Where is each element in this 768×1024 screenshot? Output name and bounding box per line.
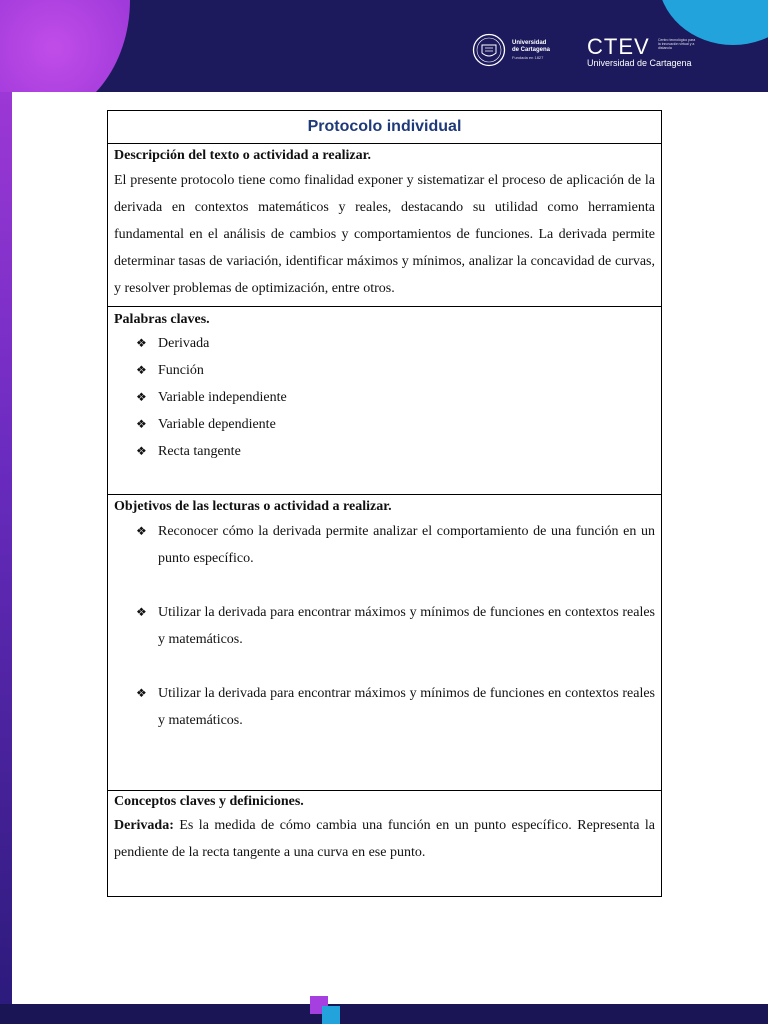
- list-item: ❖ Variable independiente: [136, 384, 655, 411]
- left-gradient-band: [0, 0, 12, 1024]
- title-row: [108, 111, 661, 144]
- ctev-subtitle: Universidad de Cartagena: [587, 58, 692, 68]
- ctev-tagline: Centro tecnológico para la innovación virtual y a distancia: [658, 38, 696, 50]
- objectives-list: [114, 518, 655, 734]
- concepts-heading: Conceptos claves y definiciones.: [114, 794, 304, 809]
- keywords-list: [114, 330, 655, 465]
- footer-bar: [0, 1004, 768, 1024]
- list-item: ❖ Recta tangente: [136, 438, 655, 465]
- list-spacer: [136, 653, 655, 680]
- list-item: ❖ Utilizar la derivada para encontrar máximos y mínimos de funciones en contextos reales y matemáticos.: [136, 680, 655, 734]
- description-heading: Descripción del texto o actividad a realizar.: [114, 148, 372, 163]
- description-body: El presente protocolo tiene como finalidad exponer y sistematizar el proceso de aplicación de la derivada en contextos matemáticos y reales, destacando su utilidad como herramienta fundamental en el análisis de cambios y comportamientos de funciones. La derivada permite determinar tasas de variación, identificar máximos y mínimos, analizar la concavidad de curvas, y resolver problemas de optimización, entre otros.: [114, 173, 655, 296]
- concept-text: Es la medida de cómo cambia una función en un punto específico. Representa la pendiente de la recta tangente a una curva en ese punto.: [114, 818, 655, 860]
- list-item: ❖ Reconocer cómo la derivada permite analizar el comportamiento de una función en un punto específico.: [136, 518, 655, 572]
- ctev-logo: [587, 34, 696, 68]
- purple-decor-shape: [0, 0, 130, 92]
- objectives-section: [108, 495, 661, 791]
- list-item: ❖ Derivada: [136, 330, 655, 357]
- keywords-heading: Palabras claves.: [114, 312, 210, 327]
- diamond-bullet-icon: ❖: [136, 336, 147, 350]
- protocol-table: [107, 110, 662, 897]
- list-item: ❖ Utilizar la derivada para encontrar máximos y mínimos de funciones en contextos reales y matemáticos.: [136, 599, 655, 653]
- list-spacer: [136, 572, 655, 599]
- list-item: ❖ Función: [136, 357, 655, 384]
- university-logo: [472, 33, 550, 67]
- diamond-bullet-icon: ❖: [136, 524, 147, 538]
- university-founded: Fundada en 1827: [512, 54, 544, 60]
- list-item: ❖ Variable dependiente: [136, 411, 655, 438]
- concept-term: Derivada:: [114, 818, 174, 833]
- ctev-name: CTEV: [587, 34, 650, 59]
- description-section: [108, 144, 661, 307]
- diamond-bullet-icon: ❖: [136, 417, 147, 431]
- diamond-bullet-icon: ❖: [136, 686, 147, 700]
- university-line2: de Cartagena: [512, 46, 551, 53]
- university-line1: Universidad: [512, 39, 547, 46]
- diamond-bullet-icon: ❖: [136, 363, 147, 377]
- header-banner: [0, 0, 768, 92]
- keywords-section: [108, 307, 661, 495]
- concept-definition: [114, 812, 655, 866]
- university-name: [512, 40, 550, 61]
- university-seal-icon: [472, 33, 506, 67]
- diamond-bullet-icon: ❖: [136, 605, 147, 619]
- diamond-bullet-icon: ❖: [136, 444, 147, 458]
- diamond-bullet-icon: ❖: [136, 390, 147, 404]
- objectives-heading: Objetivos de las lecturas o actividad a realizar.: [114, 499, 392, 514]
- concepts-section: [108, 791, 661, 896]
- cyan-square-decor: [322, 1006, 340, 1024]
- document-title: Protocolo individual: [307, 118, 462, 135]
